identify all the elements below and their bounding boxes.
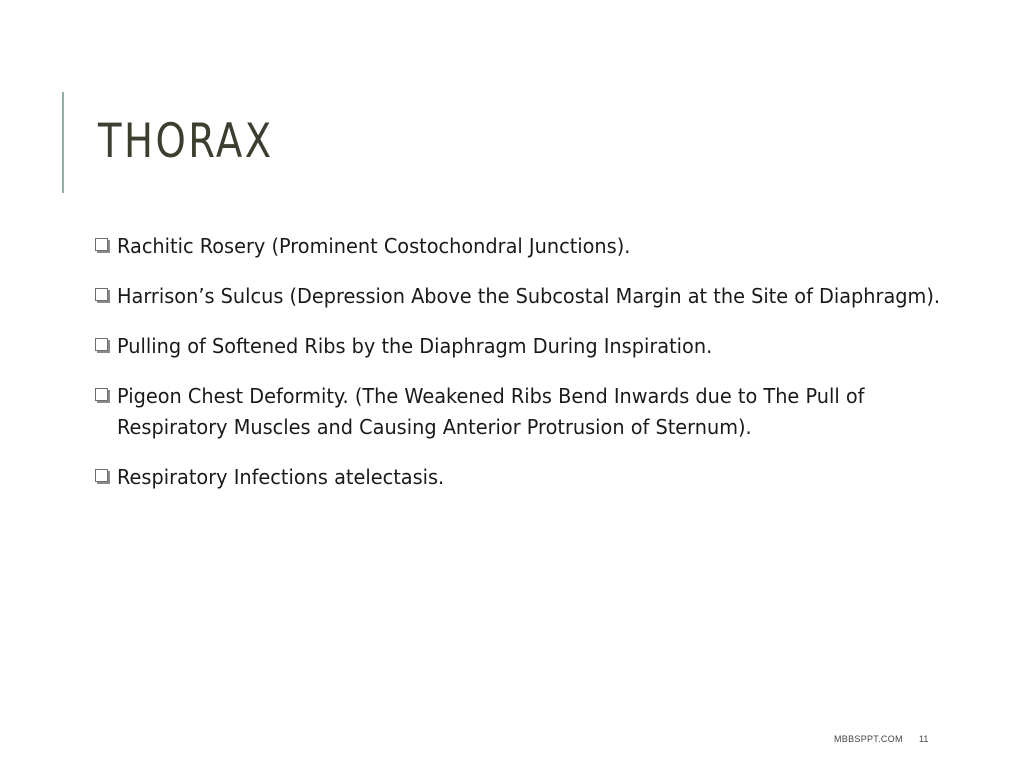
bullet-item (91, 331, 971, 362)
checkbox-square-icon (95, 238, 108, 251)
checkbox-square-icon (95, 469, 108, 482)
bullet-text: Respiratory Infections atelectasis. (117, 465, 445, 489)
slide-title: THORAX (98, 114, 274, 169)
checkbox-square-icon (95, 338, 108, 351)
bullet-item (91, 281, 971, 312)
bullet-text: Pulling of Softened Ribs by the Diaphragm During Inspiration. (117, 334, 713, 358)
bullet-text: Harrison’s Sulcus (Depression Above the Subcostal Margin at the Site of Diaphragm). (117, 284, 941, 308)
bullet-item (91, 462, 971, 493)
title-accent-line (62, 92, 64, 193)
bullet-text: Rachitic Rosery (Prominent Costochondral Junctions). (117, 234, 631, 258)
footer-source: MBBSPPT.COM (834, 734, 903, 744)
bullet-item (91, 381, 971, 443)
bullet-list (91, 231, 971, 512)
bullet-item (91, 231, 971, 262)
page-number: 11 (919, 734, 929, 744)
checkbox-square-icon (95, 288, 108, 301)
bullet-text: Pigeon Chest Deformity. (The Weakened Ribs Bend Inwards due to The Pull of Respiratory Muscles and Causing Anterior Protrusion of Sternum). (117, 384, 865, 439)
checkbox-square-icon (95, 388, 108, 401)
